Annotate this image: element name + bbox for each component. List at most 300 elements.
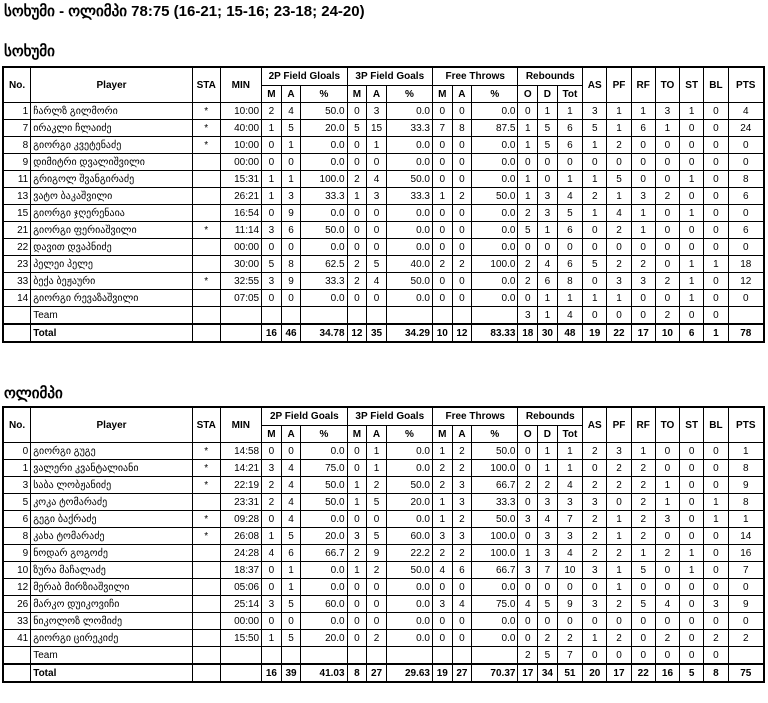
stat-cell: 0 bbox=[583, 273, 607, 290]
stat-cell: 0 bbox=[680, 511, 704, 528]
player-name: გეგი ბაქრაძე bbox=[31, 511, 193, 528]
stat-cell: 6 bbox=[728, 188, 764, 205]
stat-cell bbox=[192, 188, 220, 205]
stat-cell: 0 bbox=[631, 239, 655, 256]
stat-cell: 12 bbox=[728, 273, 764, 290]
stat-cell: 0.0 bbox=[386, 205, 432, 222]
player-number: 22 bbox=[3, 239, 31, 256]
stat-cell: 100.0 bbox=[472, 545, 518, 562]
stat-cell: 2 bbox=[655, 545, 679, 562]
stat-cell: 50.0 bbox=[386, 171, 432, 188]
stat-cell: 1 bbox=[433, 494, 453, 511]
stat-cell: 0 bbox=[557, 154, 582, 171]
stat-cell: 0.0 bbox=[386, 460, 432, 477]
header-pf: PF bbox=[607, 67, 631, 103]
header-no: No. bbox=[3, 67, 31, 103]
empty-cell bbox=[472, 307, 518, 325]
header-m: M bbox=[347, 426, 367, 443]
player-row bbox=[3, 545, 764, 562]
stat-cell: 1 bbox=[367, 137, 387, 154]
stat-cell: * bbox=[192, 103, 220, 120]
stat-cell: 0 bbox=[680, 630, 704, 647]
stat-cell: 1 bbox=[631, 222, 655, 239]
total-value: 51 bbox=[557, 664, 582, 682]
stat-cell: 1 bbox=[347, 494, 367, 511]
stat-cell: 07:05 bbox=[220, 290, 262, 307]
stat-cell: 1 bbox=[680, 256, 704, 273]
stat-cell: 0 bbox=[728, 613, 764, 630]
stat-cell: 2 bbox=[367, 562, 387, 579]
stat-cell: 0 bbox=[655, 239, 679, 256]
header-as: AS bbox=[583, 407, 607, 443]
stat-cell: 2 bbox=[583, 443, 607, 460]
player-number: 6 bbox=[3, 511, 31, 528]
stat-cell: 0 bbox=[347, 239, 367, 256]
stat-cell: 4 bbox=[538, 256, 558, 273]
stat-cell: 0 bbox=[347, 460, 367, 477]
stat-cell: 3 bbox=[631, 273, 655, 290]
stat-cell: 3 bbox=[557, 494, 582, 511]
empty-cell bbox=[347, 307, 367, 325]
stat-cell: 0 bbox=[432, 222, 452, 239]
stat-cell: 2 bbox=[367, 630, 387, 647]
stat-cell: 0 bbox=[433, 630, 453, 647]
stat-cell: 3 bbox=[262, 460, 282, 477]
stat-cell: 4 bbox=[281, 494, 301, 511]
stat-cell: 0 bbox=[655, 579, 679, 596]
stat-cell: 0 bbox=[655, 562, 679, 579]
stat-cell: 2 bbox=[518, 477, 538, 494]
stat-cell: 0 bbox=[704, 528, 728, 545]
header-player: Player bbox=[31, 67, 193, 103]
stat-cell: 0 bbox=[518, 443, 538, 460]
stat-cell: 7 bbox=[728, 562, 764, 579]
total-value: 34.29 bbox=[386, 324, 432, 342]
stat-cell bbox=[192, 171, 220, 188]
empty-cell bbox=[3, 664, 31, 682]
header-min: MIN bbox=[220, 67, 262, 103]
empty-cell bbox=[433, 647, 453, 665]
stat-cell: 2 bbox=[262, 103, 282, 120]
stat-cell: 100.0 bbox=[472, 460, 518, 477]
stat-cell: 0 bbox=[262, 154, 282, 171]
header-min: MIN bbox=[220, 407, 262, 443]
stat-cell: 0 bbox=[432, 205, 452, 222]
total-value: 34 bbox=[538, 664, 558, 682]
player-number: 33 bbox=[3, 613, 31, 630]
player-name: დიმიტრი დვალიშვილი bbox=[31, 154, 193, 171]
stat-cell: 20.0 bbox=[386, 494, 432, 511]
stat-cell: 2 bbox=[728, 630, 764, 647]
stat-cell: 1 bbox=[607, 188, 631, 205]
stat-cell: 4 bbox=[557, 545, 582, 562]
stat-cell: 16 bbox=[728, 545, 764, 562]
stat-cell: 3 bbox=[433, 528, 453, 545]
player-row bbox=[3, 579, 764, 596]
stat-cell: 0 bbox=[680, 579, 704, 596]
header-tot: Tot bbox=[557, 86, 582, 103]
empty-cell bbox=[220, 324, 262, 342]
stat-cell: 0.0 bbox=[386, 613, 432, 630]
stat-cell: * bbox=[192, 443, 220, 460]
stat-cell: 3 bbox=[518, 562, 538, 579]
stat-cell: 0.0 bbox=[301, 205, 347, 222]
stat-cell: 0 bbox=[704, 239, 728, 256]
player-number: 11 bbox=[3, 171, 31, 188]
stat-cell: 0.0 bbox=[472, 103, 518, 120]
player-name: გრიგოლ შვანგირაძე bbox=[31, 171, 193, 188]
player-number: 9 bbox=[3, 154, 31, 171]
stat-cell: 0 bbox=[518, 154, 538, 171]
stat-cell: 0.0 bbox=[386, 103, 432, 120]
stat-cell: 9 bbox=[728, 596, 764, 613]
team-row-rf: 0 bbox=[631, 647, 655, 665]
team-row-tot: 4 bbox=[557, 307, 582, 325]
stat-cell: 15:31 bbox=[220, 171, 262, 188]
header-a: A bbox=[367, 426, 387, 443]
header-sta: STA bbox=[192, 407, 220, 443]
player-name: გიორგი ფერიაშვილი bbox=[31, 222, 193, 239]
stat-cell: 0 bbox=[281, 239, 301, 256]
stat-cell: 2 bbox=[631, 511, 655, 528]
stat-cell: 9 bbox=[728, 477, 764, 494]
player-name: მერაბ მირზიაშვილი bbox=[31, 579, 193, 596]
stat-cell: 1 bbox=[631, 205, 655, 222]
player-number: 13 bbox=[3, 188, 31, 205]
stat-cell: 0.0 bbox=[301, 154, 347, 171]
stat-cell: 0 bbox=[583, 579, 607, 596]
stat-cell: 0 bbox=[518, 239, 538, 256]
header-m: M bbox=[347, 86, 367, 103]
stat-cell: 0 bbox=[607, 239, 631, 256]
total-value: 1 bbox=[704, 324, 728, 342]
stat-cell: 2 bbox=[262, 477, 282, 494]
stat-cell: 0 bbox=[432, 103, 452, 120]
stat-cell: 2 bbox=[538, 630, 558, 647]
stat-cell: 20.0 bbox=[301, 528, 347, 545]
stat-cell: 24:28 bbox=[220, 545, 262, 562]
stat-cell bbox=[192, 154, 220, 171]
stat-cell: 0 bbox=[557, 613, 582, 630]
stat-cell: 26:21 bbox=[220, 188, 262, 205]
stat-cell: 3 bbox=[538, 528, 558, 545]
stat-cell: 3 bbox=[262, 273, 282, 290]
stat-cell: 0 bbox=[452, 103, 472, 120]
stat-cell: 0 bbox=[704, 579, 728, 596]
team-row-pf: 0 bbox=[607, 647, 631, 665]
stat-cell: 0 bbox=[347, 596, 367, 613]
stat-cell: 5 bbox=[262, 256, 282, 273]
stat-cell: 0.0 bbox=[301, 443, 347, 460]
stat-cell bbox=[192, 630, 220, 647]
team-row-tot: 7 bbox=[557, 647, 582, 665]
stat-cell: 3 bbox=[452, 528, 472, 545]
stat-cell: 1 bbox=[433, 511, 453, 528]
header-rebounds: Rebounds bbox=[518, 407, 583, 426]
stat-cell: 0 bbox=[262, 562, 282, 579]
stat-cell: 0 bbox=[367, 596, 387, 613]
stat-cell: 0 bbox=[452, 171, 472, 188]
stat-cell: 5 bbox=[281, 120, 301, 137]
stat-cell: 3 bbox=[607, 443, 631, 460]
stat-cell: * bbox=[192, 460, 220, 477]
stat-cell: 1 bbox=[367, 460, 387, 477]
stat-cell: 0 bbox=[680, 494, 704, 511]
stat-cell: 2 bbox=[347, 256, 367, 273]
header-o: O bbox=[518, 426, 538, 443]
stat-cell: 2 bbox=[655, 273, 679, 290]
stat-cell: 0 bbox=[367, 239, 387, 256]
stat-cell: 1 bbox=[583, 137, 607, 154]
stat-cell: 1 bbox=[583, 290, 607, 307]
stat-cell: 1 bbox=[281, 562, 301, 579]
stat-cell: 0 bbox=[518, 460, 538, 477]
total-value: 30 bbox=[538, 324, 558, 342]
empty-cell bbox=[472, 647, 518, 665]
stat-cell: 0 bbox=[347, 630, 367, 647]
header-a: A bbox=[281, 86, 301, 103]
total-value: 19 bbox=[433, 664, 453, 682]
stat-cell: 2 bbox=[631, 528, 655, 545]
stat-cell: 5 bbox=[631, 596, 655, 613]
stat-cell: 24 bbox=[728, 120, 764, 137]
stat-cell: 2 bbox=[583, 511, 607, 528]
stat-cell: 0 bbox=[452, 613, 472, 630]
total-value: 83.33 bbox=[472, 324, 518, 342]
player-number: 8 bbox=[3, 137, 31, 154]
team-row-to: 2 bbox=[655, 307, 679, 325]
stat-cell: 0 bbox=[347, 613, 367, 630]
header-rebounds: Rebounds bbox=[518, 67, 583, 86]
stat-cell: 0.0 bbox=[386, 596, 432, 613]
stat-cell: 3 bbox=[583, 562, 607, 579]
stat-cell: 0 bbox=[262, 239, 282, 256]
total-value: 16 bbox=[655, 664, 679, 682]
stat-cell: 100.0 bbox=[301, 171, 347, 188]
team-2-box-score-table bbox=[2, 406, 765, 683]
stat-cell: 0 bbox=[452, 154, 472, 171]
stat-cell: 1 bbox=[631, 443, 655, 460]
team-row-label: Team bbox=[31, 307, 193, 325]
empty-cell bbox=[452, 307, 472, 325]
stat-cell: 0 bbox=[704, 477, 728, 494]
stat-cell bbox=[192, 205, 220, 222]
team-row-to: 0 bbox=[655, 647, 679, 665]
stat-cell: 9 bbox=[367, 545, 387, 562]
stat-cell: 0 bbox=[262, 290, 282, 307]
stat-cell: 0 bbox=[538, 613, 558, 630]
stat-cell: 33.3 bbox=[386, 188, 432, 205]
team-1-box-score-table bbox=[2, 66, 765, 343]
stat-cell: 2 bbox=[631, 256, 655, 273]
stat-cell: 0 bbox=[583, 613, 607, 630]
stat-cell: 2 bbox=[452, 460, 472, 477]
stat-cell: 60.0 bbox=[386, 528, 432, 545]
stat-cell: 1 bbox=[262, 188, 282, 205]
header-o: O bbox=[518, 86, 538, 103]
stat-cell: 0 bbox=[262, 205, 282, 222]
stat-cell: 0 bbox=[432, 239, 452, 256]
stat-cell: 6 bbox=[557, 256, 582, 273]
stat-cell: 0 bbox=[518, 528, 538, 545]
stat-cell: 0 bbox=[655, 171, 679, 188]
stat-cell: 3 bbox=[538, 545, 558, 562]
header-tot: Tot bbox=[557, 426, 582, 443]
player-name: ჩარლზ გილმორი bbox=[31, 103, 193, 120]
player-row bbox=[3, 188, 764, 205]
stat-cell: 6 bbox=[631, 120, 655, 137]
stat-cell: 5 bbox=[538, 120, 558, 137]
player-row bbox=[3, 222, 764, 239]
stat-cell: 0.0 bbox=[301, 239, 347, 256]
header-bl: BL bbox=[704, 407, 728, 443]
stat-cell: 5 bbox=[367, 494, 387, 511]
stat-cell: 2 bbox=[518, 205, 538, 222]
player-row bbox=[3, 511, 764, 528]
stat-cell: 1 bbox=[680, 273, 704, 290]
stat-cell: 0 bbox=[631, 171, 655, 188]
stat-cell: 4 bbox=[367, 273, 387, 290]
stat-cell: 8 bbox=[728, 460, 764, 477]
team-row bbox=[3, 307, 764, 325]
stat-cell: 0 bbox=[680, 222, 704, 239]
stat-cell: 0 bbox=[262, 613, 282, 630]
stat-cell: 6 bbox=[557, 137, 582, 154]
header-2p-field-goals: 2P Field Goals bbox=[262, 407, 347, 426]
stat-cell: 1 bbox=[347, 562, 367, 579]
stat-cell: 0.0 bbox=[301, 562, 347, 579]
stat-cell: 4 bbox=[557, 477, 582, 494]
stat-cell: 0 bbox=[704, 562, 728, 579]
stat-cell: 5 bbox=[281, 596, 301, 613]
stat-cell: 2 bbox=[452, 545, 472, 562]
stat-cell: 0.0 bbox=[472, 579, 518, 596]
stat-cell: 4 bbox=[281, 103, 301, 120]
stat-cell: 50.0 bbox=[472, 511, 518, 528]
empty-cell bbox=[192, 664, 220, 682]
player-number: 0 bbox=[3, 443, 31, 460]
stat-cell: 10 bbox=[557, 562, 582, 579]
player-name: ვალერი კვანტალიანი bbox=[31, 460, 193, 477]
stat-cell: 5 bbox=[281, 528, 301, 545]
header-player: Player bbox=[31, 407, 193, 443]
stat-cell: 0 bbox=[704, 443, 728, 460]
player-name: საბა ლობჟანიძე bbox=[31, 477, 193, 494]
stat-cell: 0 bbox=[367, 154, 387, 171]
stat-cell: 0 bbox=[728, 205, 764, 222]
stat-cell: 40.0 bbox=[386, 256, 432, 273]
stat-cell: 1 bbox=[704, 256, 728, 273]
player-name: ვატო ბაკაშვილი bbox=[31, 188, 193, 205]
stat-cell: 2 bbox=[607, 477, 631, 494]
player-name: გიორგი ცირეკიძე bbox=[31, 630, 193, 647]
stat-cell: 1 bbox=[631, 545, 655, 562]
header-pts: PTS bbox=[728, 407, 764, 443]
stat-cell: 0.0 bbox=[386, 511, 432, 528]
stat-cell: 1 bbox=[655, 120, 679, 137]
header-3p-field-goals: 3P Field Goals bbox=[347, 67, 432, 86]
stat-cell: 1 bbox=[557, 171, 582, 188]
stat-cell: 100.0 bbox=[472, 528, 518, 545]
stat-cell: * bbox=[192, 222, 220, 239]
stat-cell: 0.0 bbox=[472, 222, 518, 239]
stat-cell: 7 bbox=[432, 120, 452, 137]
stat-cell: 1 bbox=[680, 545, 704, 562]
header-free-throws: Free Throws bbox=[432, 67, 517, 86]
stat-cell: 0 bbox=[728, 137, 764, 154]
empty-cell bbox=[347, 647, 367, 665]
header-2p-field-goals: 2P Field Gloals bbox=[262, 67, 347, 86]
stat-cell: 1 bbox=[680, 171, 704, 188]
stat-cell: 0.0 bbox=[472, 205, 518, 222]
stat-cell: 1 bbox=[557, 460, 582, 477]
stat-cell: 3 bbox=[631, 188, 655, 205]
stat-cell: 1 bbox=[607, 562, 631, 579]
header-d: D bbox=[538, 86, 558, 103]
player-row bbox=[3, 239, 764, 256]
stat-cell: 6 bbox=[557, 120, 582, 137]
stat-cell: 1 bbox=[680, 103, 704, 120]
stat-cell: 6 bbox=[538, 273, 558, 290]
player-number: 15 bbox=[3, 205, 31, 222]
total-value: 10 bbox=[432, 324, 452, 342]
stat-cell: 0 bbox=[655, 154, 679, 171]
stat-cell: 00:00 bbox=[220, 613, 262, 630]
total-value: 29.63 bbox=[386, 664, 432, 682]
player-name: გიორგი გუგე bbox=[31, 443, 193, 460]
stat-cell: 8 bbox=[728, 171, 764, 188]
stat-cell: 0.0 bbox=[472, 171, 518, 188]
stat-cell: 1 bbox=[262, 630, 282, 647]
total-value: 39 bbox=[281, 664, 301, 682]
stat-cell: 0 bbox=[704, 103, 728, 120]
stat-cell: 0 bbox=[680, 120, 704, 137]
player-number: 26 bbox=[3, 596, 31, 613]
total-value: 22 bbox=[607, 324, 631, 342]
player-row bbox=[3, 137, 764, 154]
stat-cell: 5 bbox=[518, 222, 538, 239]
stat-cell: 1 bbox=[367, 443, 387, 460]
player-name: ირაკლი ჩლაიძე bbox=[31, 120, 193, 137]
stat-cell: 8 bbox=[452, 120, 472, 137]
total-value: 17 bbox=[518, 664, 538, 682]
player-name: ნოდარ გოგოძე bbox=[31, 545, 193, 562]
stat-cell: 2 bbox=[607, 596, 631, 613]
stat-cell: 1 bbox=[680, 290, 704, 307]
stat-cell: 0 bbox=[347, 137, 367, 154]
stat-cell: 0 bbox=[262, 511, 282, 528]
total-value: 12 bbox=[347, 324, 367, 342]
header-m: M bbox=[262, 86, 282, 103]
stat-cell: 0 bbox=[728, 239, 764, 256]
player-row bbox=[3, 630, 764, 647]
player-name: გიორგი ჯღერენაია bbox=[31, 205, 193, 222]
stat-cell: 0 bbox=[281, 443, 301, 460]
stat-cell: 50.0 bbox=[301, 222, 347, 239]
stat-cell: 2 bbox=[607, 630, 631, 647]
stat-cell: 6 bbox=[557, 222, 582, 239]
stat-cell: 0 bbox=[680, 528, 704, 545]
stat-cell: 3 bbox=[655, 511, 679, 528]
total-value: 8 bbox=[704, 664, 728, 682]
stat-cell: 15:50 bbox=[220, 630, 262, 647]
player-number: 7 bbox=[3, 120, 31, 137]
stat-cell: 0 bbox=[452, 273, 472, 290]
stat-cell: 3 bbox=[607, 273, 631, 290]
header-a: A bbox=[452, 86, 472, 103]
stat-cell: 1 bbox=[518, 188, 538, 205]
stat-cell: 2 bbox=[583, 545, 607, 562]
